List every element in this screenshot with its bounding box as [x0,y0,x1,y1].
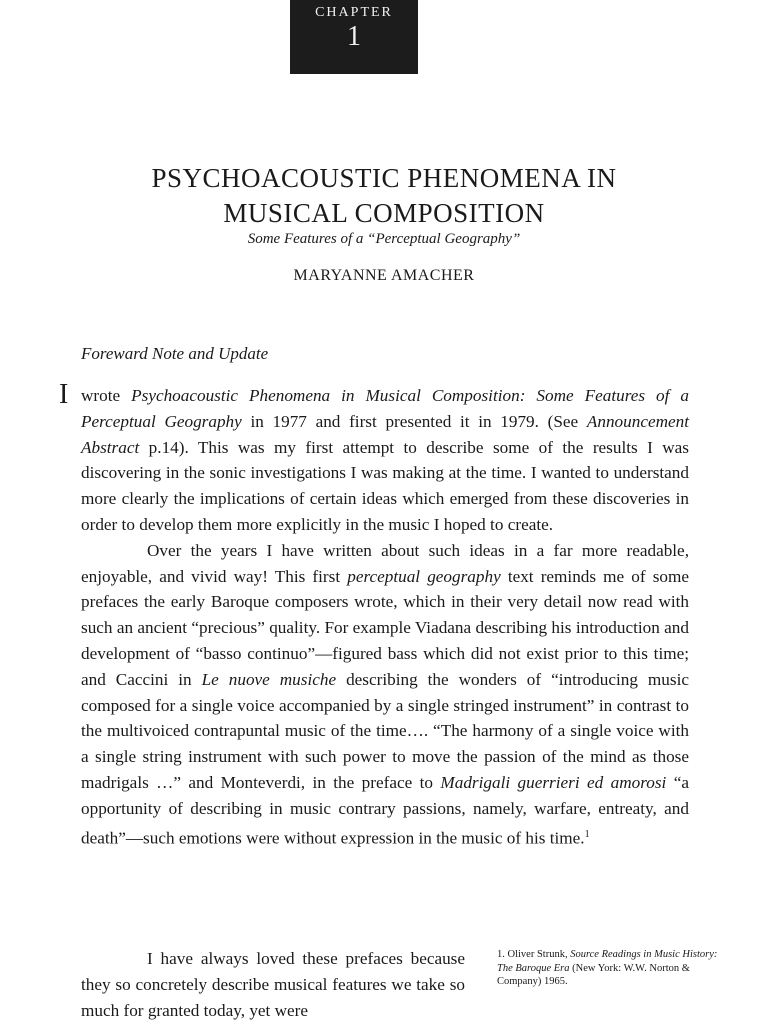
para2-text-3: describing the wonders of “introducing music composed for a single voice accompanied by a single stringed instrument” in contrast to the multivoiced contrapuntal music of the time…. “The harmony of a single voice with a single string instrument with such power to move the passion of the mind as those madrigals …” and Monteverdi, in the preface to [81,669,689,792]
chapter-title-line-2: MUSICAL COMPOSITION [223,198,545,228]
section-heading: Foreward Note and Update [81,344,269,363]
body-text [59,379,690,851]
drop-cap: I [59,379,69,410]
para1-text-2: in 1977 and first presented it in 1979. (See [241,411,587,431]
para1-abstract-italic: Announcement Abstract [81,411,689,457]
chapter-banner [290,0,418,74]
footnote-text-1: 1. Oliver Strunk, [497,949,571,960]
para2-text-2: text reminds me of some prefaces the early Baroque composers wrote, which in their very detail now read with such an ancient “precious” quality. For example Viadana describing his introduction and development of “basso continuo”—figured bass which did not exist prior to this time; and Caccini in [81,566,689,689]
para2-italic-1: perceptual geography [347,566,501,586]
author-name: MARYANNE AMACHER [293,267,475,284]
footnote [497,948,733,989]
para1-text-3: p.14). This was my first attempt to describe some of the results I was discovering in the sonic investigations I was making at the time. I wanted to understand more clearly the implications of certain ideas which emerged from these discoveries in order to develop them more explicitly in the music I hoped to create. [81,437,689,534]
chapter-subtitle: Some Features of a “Perceptual Geography” [247,231,521,247]
footnote-source-italic: Source Readings in Music History: The Baroque Era [497,949,718,974]
para3-text: I have always loved these prefaces because they so concretely describe musical features we take so much for granted today, yet were [81,949,465,1020]
paragraph-1 [59,379,689,538]
footnote-marker[interactable]: 1 [584,828,590,840]
chapter-title [0,161,768,231]
chapter-label: CHAPTER [315,5,393,20]
para2-italic-2: Le nuove musiche [201,669,337,689]
para2-text-1: Over the years I have written about such ideas in a far more readable, enjoyable, and vivid way! This first [81,540,689,586]
para2-italic-3: Madrigali guerrieri ed amorosi [440,772,667,792]
chapter-number: 1 [347,21,361,52]
paragraph-2 [81,538,689,851]
para2-text-4: “a opportunity of describing in music contrary passions, namely, warfare, entreaty, and death”—such emotions were without expression in the music of his time. [81,772,690,848]
para1-title-italic: Psychoacoustic Phenomena in Musical Composition: Some Features of a Perceptual Geography [81,386,689,431]
chapter-title-line-1: PSYCHOACOUSTIC PHENOMENA IN [151,163,617,193]
footnote-text-2: (New York: W.W. Norton & Company) 1965. [497,962,690,987]
paragraph-3 [81,946,465,1023]
para1-text-1: wrote [81,386,132,405]
